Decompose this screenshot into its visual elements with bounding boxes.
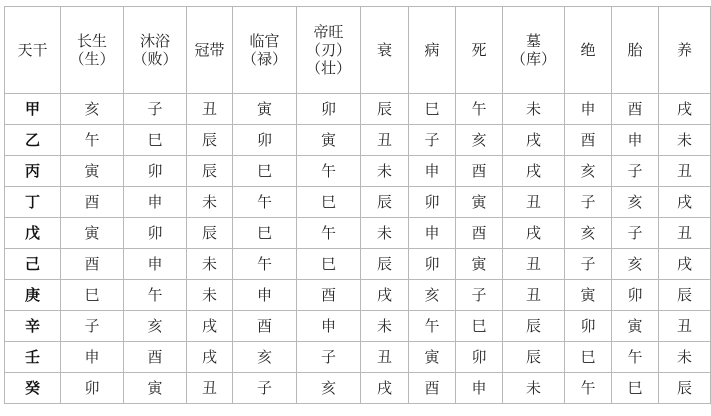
header-row xyxy=(5,7,711,94)
branch-cell: 酉 xyxy=(612,94,659,125)
branch-cell: 寅 xyxy=(456,187,503,218)
branch-cell: 申 xyxy=(124,249,187,280)
stem-cell: 庚 xyxy=(5,280,61,311)
branch-cell: 申 xyxy=(456,373,503,404)
table-row xyxy=(5,311,711,342)
branch-cell: 亥 xyxy=(456,125,503,156)
branch-cell: 戌 xyxy=(503,125,565,156)
branch-cell: 未 xyxy=(361,218,409,249)
stem-cell: 壬 xyxy=(5,342,61,373)
header-line2: （禄） xyxy=(241,50,287,68)
branch-cell: 酉 xyxy=(124,342,187,373)
branch-cell: 卯 xyxy=(61,373,124,404)
branch-cell: 申 xyxy=(409,218,456,249)
header-line2: （库） xyxy=(510,50,556,68)
branch-cell: 午 xyxy=(409,311,456,342)
branch-cell: 子 xyxy=(456,280,503,311)
stem-cell: 乙 xyxy=(5,125,61,156)
branch-cell: 酉 xyxy=(61,187,124,218)
branch-cell: 亥 xyxy=(409,280,456,311)
branch-cell: 酉 xyxy=(61,249,124,280)
branch-cell: 寅 xyxy=(61,218,124,249)
branch-cell: 亥 xyxy=(612,249,659,280)
branch-cell: 子 xyxy=(409,125,456,156)
header-stage xyxy=(565,7,612,94)
branch-cell: 未 xyxy=(187,249,233,280)
branch-cell: 酉 xyxy=(297,280,361,311)
branch-cell: 巳 xyxy=(61,280,124,311)
branch-cell: 辰 xyxy=(361,249,409,280)
branch-cell: 巳 xyxy=(565,342,612,373)
branch-cell: 亥 xyxy=(565,218,612,249)
table-row xyxy=(5,156,711,187)
table-row xyxy=(5,249,711,280)
branch-cell: 巳 xyxy=(297,187,361,218)
branch-cell: 子 xyxy=(124,94,187,125)
branch-cell: 子 xyxy=(297,342,361,373)
branch-cell: 戌 xyxy=(187,311,233,342)
branch-cell: 丑 xyxy=(187,94,233,125)
branch-cell: 子 xyxy=(233,373,297,404)
branch-cell: 卯 xyxy=(612,280,659,311)
header-line2: （刃） xyxy=(305,41,351,59)
branch-cell: 子 xyxy=(612,218,659,249)
branch-cell: 戌 xyxy=(659,187,711,218)
branch-cell: 辰 xyxy=(659,280,711,311)
branch-cell: 卯 xyxy=(233,125,297,156)
header-stage xyxy=(409,7,456,94)
branch-cell: 丑 xyxy=(659,311,711,342)
branch-cell: 辰 xyxy=(361,187,409,218)
branch-cell: 寅 xyxy=(61,156,124,187)
branch-cell: 酉 xyxy=(565,125,612,156)
branch-cell: 辰 xyxy=(659,373,711,404)
branch-cell: 申 xyxy=(565,94,612,125)
branch-cell: 酉 xyxy=(233,311,297,342)
branch-cell: 申 xyxy=(612,125,659,156)
branch-cell: 戌 xyxy=(659,94,711,125)
header-line2: （生） xyxy=(69,50,115,68)
branch-cell: 子 xyxy=(612,156,659,187)
table-row xyxy=(5,280,711,311)
branch-cell: 亥 xyxy=(297,373,361,404)
header-stage xyxy=(456,7,503,94)
branch-cell: 卯 xyxy=(409,249,456,280)
header-line1: 冠带 xyxy=(194,41,225,59)
branch-cell: 巳 xyxy=(124,125,187,156)
branch-cell: 卯 xyxy=(456,342,503,373)
header-stage xyxy=(187,7,233,94)
header-line2: （败） xyxy=(132,50,178,68)
branch-cell: 卯 xyxy=(124,156,187,187)
header-stage xyxy=(503,7,565,94)
header-line1: 胎 xyxy=(627,41,643,59)
branch-cell: 子 xyxy=(61,311,124,342)
branch-cell: 午 xyxy=(297,156,361,187)
branch-cell: 辰 xyxy=(503,342,565,373)
branch-cell: 亥 xyxy=(612,187,659,218)
branch-cell: 巳 xyxy=(233,156,297,187)
stem-cell: 癸 xyxy=(5,373,61,404)
branch-cell: 戌 xyxy=(187,342,233,373)
branch-cell: 戌 xyxy=(503,156,565,187)
branch-cell: 亥 xyxy=(61,94,124,125)
branch-cell: 辰 xyxy=(187,125,233,156)
branch-cell: 午 xyxy=(233,249,297,280)
header-line3: （壮） xyxy=(305,59,351,77)
stem-cell: 戊 xyxy=(5,218,61,249)
branch-cell: 辰 xyxy=(503,311,565,342)
branch-cell: 申 xyxy=(61,342,124,373)
branch-cell: 申 xyxy=(409,156,456,187)
branch-cell: 辰 xyxy=(187,218,233,249)
branch-cell: 午 xyxy=(297,218,361,249)
branch-cell: 申 xyxy=(233,280,297,311)
branch-cell: 未 xyxy=(503,373,565,404)
branch-cell: 寅 xyxy=(409,342,456,373)
stem-cell: 辛 xyxy=(5,311,61,342)
stem-cell: 丙 xyxy=(5,156,61,187)
header-line1: 病 xyxy=(424,41,440,59)
branch-cell: 辰 xyxy=(187,156,233,187)
branch-cell: 卯 xyxy=(124,218,187,249)
branch-cell: 巳 xyxy=(297,249,361,280)
header-line1: 死 xyxy=(471,41,487,59)
branch-cell: 丑 xyxy=(503,249,565,280)
header-line1: 沐浴 xyxy=(139,32,170,50)
branch-cell: 午 xyxy=(612,342,659,373)
branch-cell: 卯 xyxy=(297,94,361,125)
header-line1: 墓 xyxy=(525,32,541,50)
branch-cell: 午 xyxy=(456,94,503,125)
table-row xyxy=(5,125,711,156)
header-line1: 长生 xyxy=(76,32,107,50)
branch-cell: 未 xyxy=(361,311,409,342)
branch-cell: 卯 xyxy=(409,187,456,218)
branch-cell: 丑 xyxy=(503,280,565,311)
table-row xyxy=(5,187,711,218)
branch-cell: 未 xyxy=(187,187,233,218)
branch-cell: 丑 xyxy=(361,125,409,156)
header-stage xyxy=(233,7,297,94)
table-body xyxy=(5,94,711,404)
branch-cell: 戌 xyxy=(659,249,711,280)
branch-cell: 丑 xyxy=(361,342,409,373)
branch-cell: 寅 xyxy=(456,249,503,280)
branch-cell: 戌 xyxy=(361,280,409,311)
branch-cell: 未 xyxy=(503,94,565,125)
twelve-stages-table xyxy=(4,6,711,404)
branch-cell: 未 xyxy=(361,156,409,187)
branch-cell: 丑 xyxy=(503,187,565,218)
branch-cell: 申 xyxy=(297,311,361,342)
branch-cell: 卯 xyxy=(565,311,612,342)
branch-cell: 亥 xyxy=(565,156,612,187)
header-stem xyxy=(5,7,61,94)
branch-cell: 巳 xyxy=(233,218,297,249)
header-stage xyxy=(361,7,409,94)
branch-cell: 丑 xyxy=(187,373,233,404)
branch-cell: 寅 xyxy=(612,311,659,342)
table-row xyxy=(5,218,711,249)
header-line1: 养 xyxy=(676,41,692,59)
branch-cell: 戌 xyxy=(361,373,409,404)
stem-cell: 己 xyxy=(5,249,61,280)
branch-cell: 酉 xyxy=(456,218,503,249)
branch-cell: 戌 xyxy=(503,218,565,249)
branch-cell: 未 xyxy=(659,125,711,156)
branch-cell: 丑 xyxy=(659,218,711,249)
branch-cell: 午 xyxy=(565,373,612,404)
branch-cell: 午 xyxy=(124,280,187,311)
branch-cell: 寅 xyxy=(233,94,297,125)
branch-cell: 亥 xyxy=(124,311,187,342)
branch-cell: 亥 xyxy=(233,342,297,373)
branch-cell: 午 xyxy=(233,187,297,218)
branch-cell: 寅 xyxy=(124,373,187,404)
branch-cell: 酉 xyxy=(409,373,456,404)
branch-cell: 酉 xyxy=(456,156,503,187)
header-stage xyxy=(612,7,659,94)
branch-cell: 丑 xyxy=(659,156,711,187)
table-row xyxy=(5,342,711,373)
table-row xyxy=(5,94,711,125)
branch-cell: 午 xyxy=(61,125,124,156)
header-line1: 天干 xyxy=(17,41,48,59)
branch-cell: 巳 xyxy=(409,94,456,125)
header-stage xyxy=(297,7,361,94)
header-stage xyxy=(659,7,711,94)
header-line1: 衰 xyxy=(376,41,392,59)
header-stage xyxy=(61,7,124,94)
branch-cell: 巳 xyxy=(456,311,503,342)
branch-cell: 子 xyxy=(565,249,612,280)
table-row xyxy=(5,373,711,404)
branch-cell: 辰 xyxy=(361,94,409,125)
branch-cell: 寅 xyxy=(565,280,612,311)
branch-cell: 寅 xyxy=(297,125,361,156)
header-stage xyxy=(124,7,187,94)
branch-cell: 巳 xyxy=(612,373,659,404)
stem-cell: 丁 xyxy=(5,187,61,218)
branch-cell: 申 xyxy=(124,187,187,218)
header-line1: 临官 xyxy=(249,32,280,50)
branch-cell: 子 xyxy=(565,187,612,218)
branch-cell: 未 xyxy=(659,342,711,373)
header-line1: 帝旺 xyxy=(313,23,344,41)
header-line1: 绝 xyxy=(580,41,596,59)
stem-cell: 甲 xyxy=(5,94,61,125)
branch-cell: 未 xyxy=(187,280,233,311)
